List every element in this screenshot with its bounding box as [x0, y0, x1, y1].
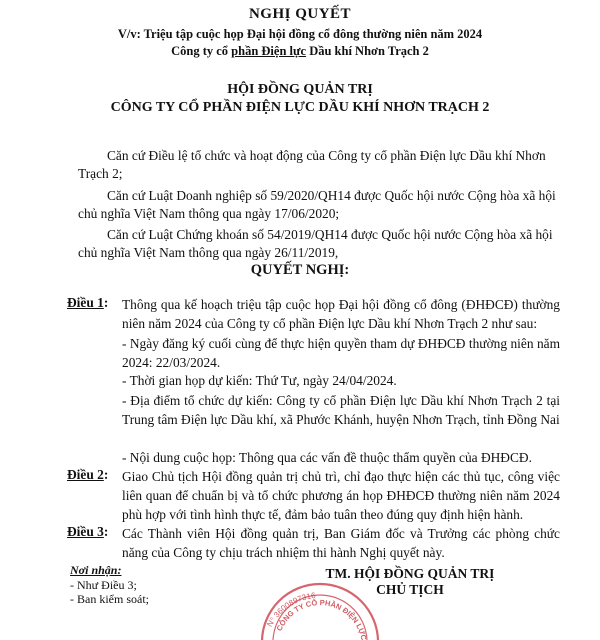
- recipients-title-colon: :: [117, 563, 122, 577]
- recipients-title: [70, 563, 121, 578]
- article-3-label-text: Điều 3: [67, 524, 104, 539]
- recipient-item-2: - Ban kiểm soát;: [70, 592, 149, 606]
- basis-2-rest: chủ nghĩa Việt Nam thông qua ngày 17/06/2020;: [78, 206, 340, 221]
- basis-1-rest: Trạch 2;: [78, 166, 123, 181]
- document-subject: V/v: Triệu tập cuộc họp Đại hội đồng cổ đông thường niên năm 2024: [117, 27, 483, 41]
- basis-3-first: Căn cứ Luật Chứng khoán số 54/2019/QH14 được Quốc hội nước Cộng hòa xã hội: [107, 227, 553, 242]
- company-line-pre: Công ty cổ: [171, 44, 232, 58]
- basis-1-first: Căn cứ Điều lệ tổ chức và hoạt động của Công ty cổ phần Điện lực Dầu khí Nhơn: [107, 148, 546, 163]
- article-1-label: [67, 295, 108, 311]
- seal-text: CÔNG TY CỔ PHẦN ĐIỆN LỰC: [274, 598, 369, 640]
- article-3-text: Các Thành viên Hội đồng quản trị, Ban Giám đốc và Trưởng các phòng chức năng của Công ty chịu trách nhiệm thi hành Nghị quyết này.: [122, 526, 560, 560]
- resolve-heading: QUYẾT NGHỊ:: [250, 262, 350, 278]
- recipients-title-text: Nơi nhận: [70, 563, 118, 577]
- article-2-label: [67, 467, 108, 483]
- article-3-colon: :: [103, 524, 109, 539]
- issuer-company: CÔNG TY CỔ PHẦN ĐIỆN LỰC DẦU KHÍ NHƠN TRẠCH 2: [110, 100, 490, 115]
- article-2-text: Giao Chủ tịch Hội đồng quản trị chủ trì, chỉ đạo thực hiện các thủ tục, công việc liên quan để chuẩn bị và tổ chức phương án họp ĐHĐCĐ thường niên năm 2024 phù hợp với tình hình thực tế, đảm bảo tuân theo đúng quy định hiện hành.: [122, 469, 560, 522]
- article-2-label-text: Điều 2: [67, 467, 104, 482]
- basis-3-rest: chủ nghĩa Việt Nam thông qua ngày 26/11/2019,: [78, 245, 339, 260]
- article-1-colon: :: [103, 295, 109, 310]
- basis-2-first: Căn cứ Luật Doanh nghiệp số 59/2020/QH14 được Quốc hội nước Cộng hòa xã hội: [107, 188, 556, 203]
- article-3-label: [67, 524, 108, 540]
- signature-role: CHỦ TỊCH: [376, 582, 444, 597]
- recipient-item-1: - Như Điều 3;: [70, 578, 137, 592]
- company-line-post: Dầu khí Nhơn Trạch 2: [306, 44, 429, 58]
- company-line-underlined: phần Điện lực: [231, 44, 307, 58]
- issuer-board: HỘI ĐỒNG QUẢN TRỊ: [227, 82, 373, 97]
- article-1-label-text: Điều 1: [67, 295, 104, 310]
- article-1-bullet-3: - Địa điểm tổ chức dự kiến: Công ty cổ phần Điện lực Dầu khí Nhơn Trạch 2 tại Trung tâm Điện lực Dầu khí, xã Phước Khánh, huyện Nhơn Trạch, tỉnh Đồng Nai: [122, 393, 560, 427]
- article-1-bullet-4: - Nội dung cuộc họp: Thông qua các vấn đề thuộc thẩm quyền của ĐHĐCĐ.: [122, 450, 532, 465]
- signature-title: TM. HỘI ĐỒNG QUẢN TRỊ: [325, 566, 495, 581]
- article-1-text: Thông qua kế hoạch triệu tập cuộc họp Đại hội đồng cổ đông (ĐHĐCĐ) thường niên năm 2024 của Công ty cổ phần Điện lực Dầu khí Nhơn Trạch 2 như sau:: [122, 297, 560, 331]
- article-1-bullet-2: - Thời gian họp dự kiến: Thứ Tư, ngày 24/04/2024.: [122, 373, 397, 388]
- document-title: NGHỊ QUYẾT: [248, 6, 352, 22]
- article-1-bullet-1: - Ngày đăng ký cuối cùng để thực hiện quyền tham dự ĐHĐCĐ thường niên năm 2024: 22/03/2024.: [122, 336, 560, 370]
- article-2-colon: :: [103, 467, 109, 482]
- seal-number: N° 3600897316: [265, 590, 317, 629]
- document-company-line: [0, 44, 600, 59]
